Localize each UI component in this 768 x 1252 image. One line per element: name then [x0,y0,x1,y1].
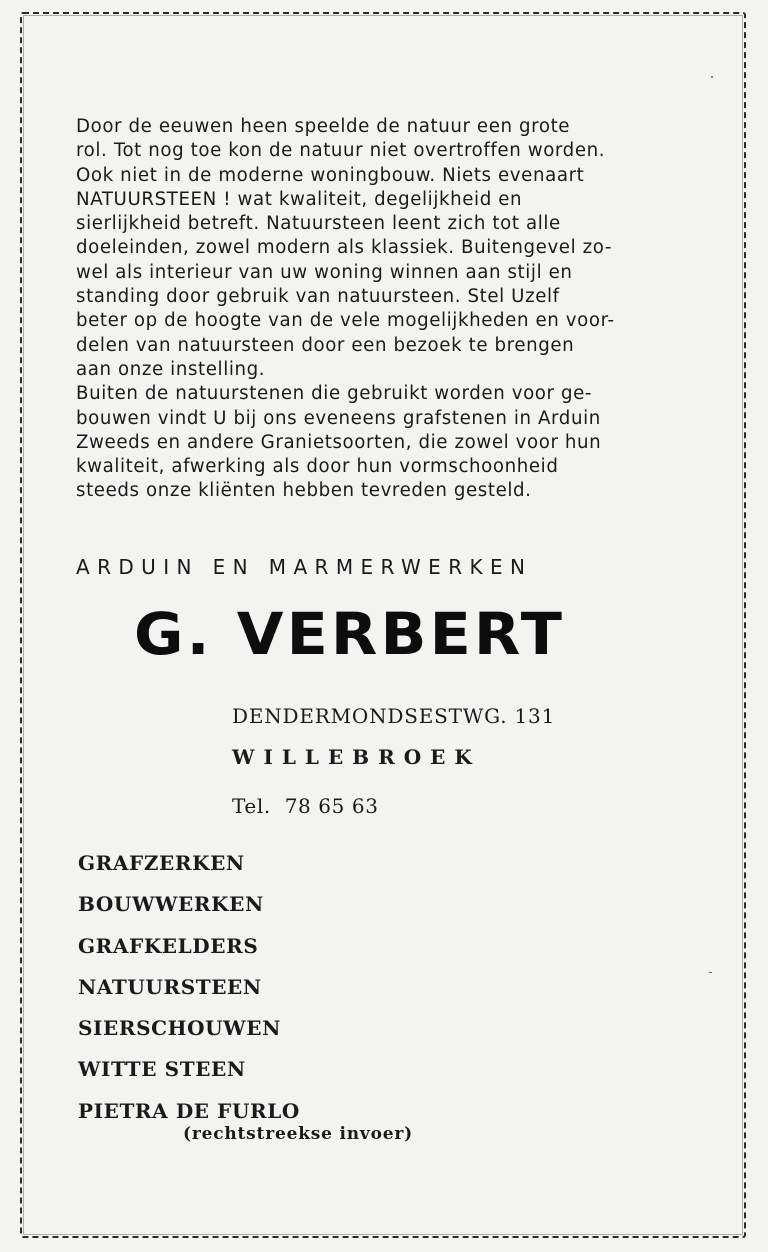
services-list [78,849,300,1138]
intro-line: Buiten de natuurstenen die gebruikt worden voor ge- [76,383,593,405]
intro-line: steeds onze kliënten hebben tevreden gesteld. [76,480,532,502]
intro-line: Zweeds en andere Granietsoorten, die zowel voor hun [76,431,602,453]
service-item: NATUURSTEEN [78,974,262,999]
service-item: PIETRA DE FURLO [78,1098,300,1123]
address-street: DENDERMONDSESTWG. 131 [232,704,556,728]
service-item: GRAFZERKEN [78,851,245,875]
service-item: GRAFKELDERS [78,933,259,958]
intro-line: beter op de hoogte van de vele mogelijkheden en voor- [76,310,615,332]
intro-line: NATUURSTEEN ! wat kwaliteit, degelijkheid en [76,188,523,210]
intro-line: bouwen vindt U bij ons eveneens grafstenen in Arduin [76,407,601,429]
intro-line: delen van natuursteen door een bezoek te brengen [76,334,575,356]
intro-line: rol. Tot nog toe kon de natuur niet overtroffen worden. [76,140,606,162]
firm-name: G. VERBERT [134,600,566,668]
phone-number: Tel. 78 65 63 [232,794,379,818]
intro-line: standing door gebruik van natuursteen. Stel Uzelf [76,286,560,308]
service-item: SIERSCHOUWEN [78,1016,281,1041]
service-item: WITTE STEEN [78,1057,246,1082]
intro-line: kwaliteit, afwerking als door hun vormschoonheid [76,456,559,478]
intro-line: Ook niet in de moderne woningbouw. Niets evenaart [76,164,585,186]
intro-line: doeleinden, zowel modern als klassiek. Buitengevel zo- [76,237,613,259]
print-speck [711,76,713,78]
intro-line: Door de eeuwen heen speelde de natuur een grote [76,116,571,137]
service-item: BOUWWERKEN [78,892,264,917]
print-speck [709,972,712,973]
intro-line: aan onze instelling. [76,358,266,380]
intro-line: wel als interieur van uw woning winnen aan stijl en [76,261,573,283]
intro-line: sierlijkheid betreft. Natuursteen leent zich tot alle [76,213,561,235]
intro-text [76,115,696,504]
address-city: WILLEBROEK [232,745,481,769]
firm-type-heading: ARDUIN EN MARMERWERKEN [76,555,533,579]
services-note: (rechtstreekse invoer) [183,1124,413,1144]
